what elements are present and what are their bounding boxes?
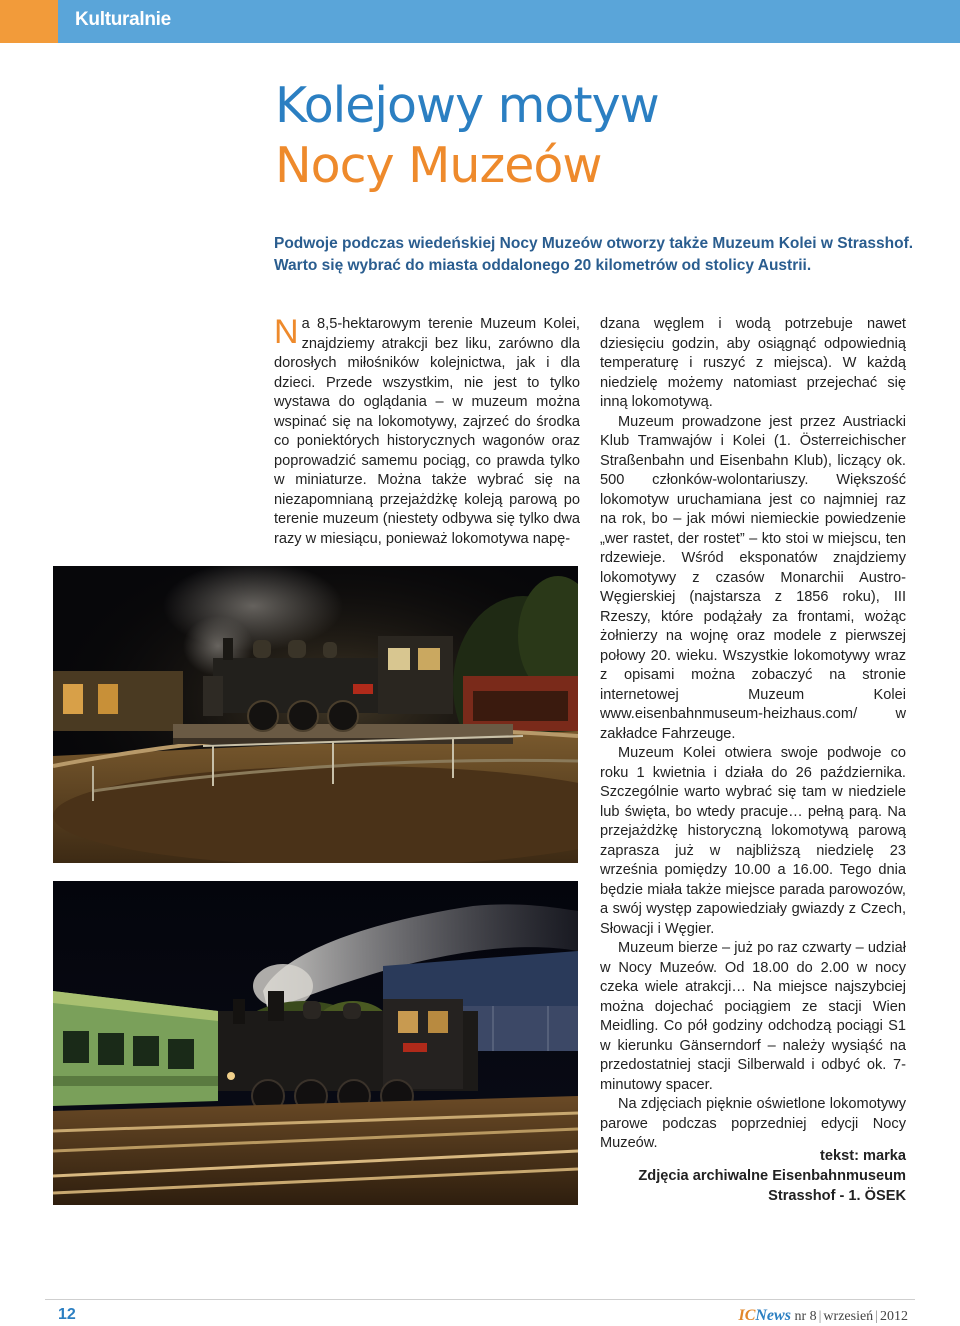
- header-accent: [0, 0, 58, 43]
- paragraph: Muzeum bierze – już po raz czwarty – udział w Nocy Muzeów. Od 18.00 do 2.00 w nocy czeka wiele atrakcji… Na miejsce najszybciej można dojechać pociągiem ze stacji Wien Meidling. Co pół godziny odchodzą pociągi S1 w kierunku Gänserndorf – należy wysiąść na przedostatniej stacji Silberwald i odbyć ok. 7-minutowy spacer.: [600, 940, 906, 1093]
- credit-photos: Zdjęcia archiwalne Eisenbahnmuseum: [638, 1168, 906, 1184]
- article-title: [275, 76, 659, 196]
- paragraph: dzana węglem i wodą potrzebuje nawet dziesięciu godzin, aby osiągnąć odpowiednią temperaturę i ruszyć z miejsca). W każdą niedzielę możemy natomiast przejechać się inną lokomotywą.: [600, 316, 906, 410]
- paragraph-text: a 8,5-hektarowym terenie Muzeum Kolei, znajdziemy atrakcji bez liku, zarówno dla dorosłych miłośników kolejnictwa, jak i dla dzieci. Przede wszystkim, nie jest to tylko wystawa do oglądania – w muzeum można wspinać się na lokomotywy, zajrzeć do środka co poniektórych historycznych wagonów oraz poprowadzić samemu pociąg, co prawda tylko w miniaturze. Można także wybrać się na niezapomnianą przejażdżkę koleją parową po terenie muzeum (niestety odbywa się tylko dwa razy w miesiącu, ponieważ lokomotywa napę-: [274, 316, 580, 547]
- paragraph: Muzeum Kolei otwiera swoje podwoje co roku 1 kwietnia i działa do 26 października. Szczególnie warto wybrać się tam w niedziele lub święta, bo wtedy pracuje… pełną parą. Na przejażdżkę historyczną lokomotywą parową zaprasza już w najbliższą niedzielę 23 września pomiędzy 10.00 a 16.00. Tego dnia będzie miała także miejsce parada parowozów, a swój występ zapowiedziały gwiazdy z Czech, Słowacji i Węgier.: [600, 745, 906, 937]
- paragraph: Na zdjęciach pięknie oświetlone lokomotywy parowe podczas poprzedniej edycji Nocy Muzeów.: [600, 1096, 906, 1151]
- article-lead: Podwoje podczas wiedeńskiej Nocy Muzeów otworzy także Muzeum Kolei w Strasshof. Warto się wybrać do miasta oddalonego 20 kilometrów od stolicy Austrii.: [274, 235, 914, 274]
- page-number: 12: [58, 1306, 76, 1323]
- paragraph: [274, 315, 580, 549]
- brand-news: News: [755, 1307, 791, 1324]
- photo-steam-locomotive-night: [53, 881, 578, 1205]
- issue-month: wrzesień: [823, 1309, 874, 1324]
- brand-ic: IC: [738, 1307, 756, 1324]
- section-label: Kulturalnie: [75, 9, 171, 30]
- credit-text-author: tekst: marka: [820, 1148, 906, 1164]
- article-credits: [600, 1146, 906, 1206]
- issue-year: 2012: [880, 1309, 908, 1324]
- photo-locomotive-turntable: [53, 566, 578, 863]
- footer-separator: |: [818, 1309, 822, 1324]
- article-column-1: [274, 315, 580, 549]
- footer-divider: [45, 1299, 915, 1300]
- title-line-1: Kolejowy motyw: [275, 77, 659, 134]
- drop-cap: N: [274, 313, 299, 351]
- footer-separator: |: [875, 1309, 878, 1324]
- article-column-2: [600, 315, 906, 1154]
- issue-number: nr 8: [794, 1309, 817, 1324]
- credit-photos-source: Strasshof - 1. ÖSEK: [768, 1188, 906, 1204]
- footer-brand: [738, 1307, 908, 1325]
- paragraph: Muzeum prowadzone jest przez Austriacki Klub Tramwajów i Kolei (1. Österreichischer Straßenbahn und Eisenbahn Klub), liczący ok. 500 członków-wolontariuszy. Większość lokomotyw uruchamiana jest co najmniej raz na rok, bo – jak mówi niemieckie powiedzenie „wer rastet, der rostet” – kto stoi w miejscu, ten rdzewieje. Wśród eksponatów znajdziemy lokomotywy z czasów Monarchii Austro-Węgierskiej (najstarsza z 1856 roku), III Rzeszy, które podążały za frontami, wożąc żołnierzy na wojnę oraz modele z pierwszej połowy 20. wieku. Wszystkie lokomotywy wraz z opisami można zobaczyć na stronie internetowej Muzeum Kolei www.eisenbahnmuseum-heizhaus.com/ w zakładce Fahrzeuge.: [600, 413, 906, 742]
- title-line-2: Nocy Muzeów: [275, 137, 602, 194]
